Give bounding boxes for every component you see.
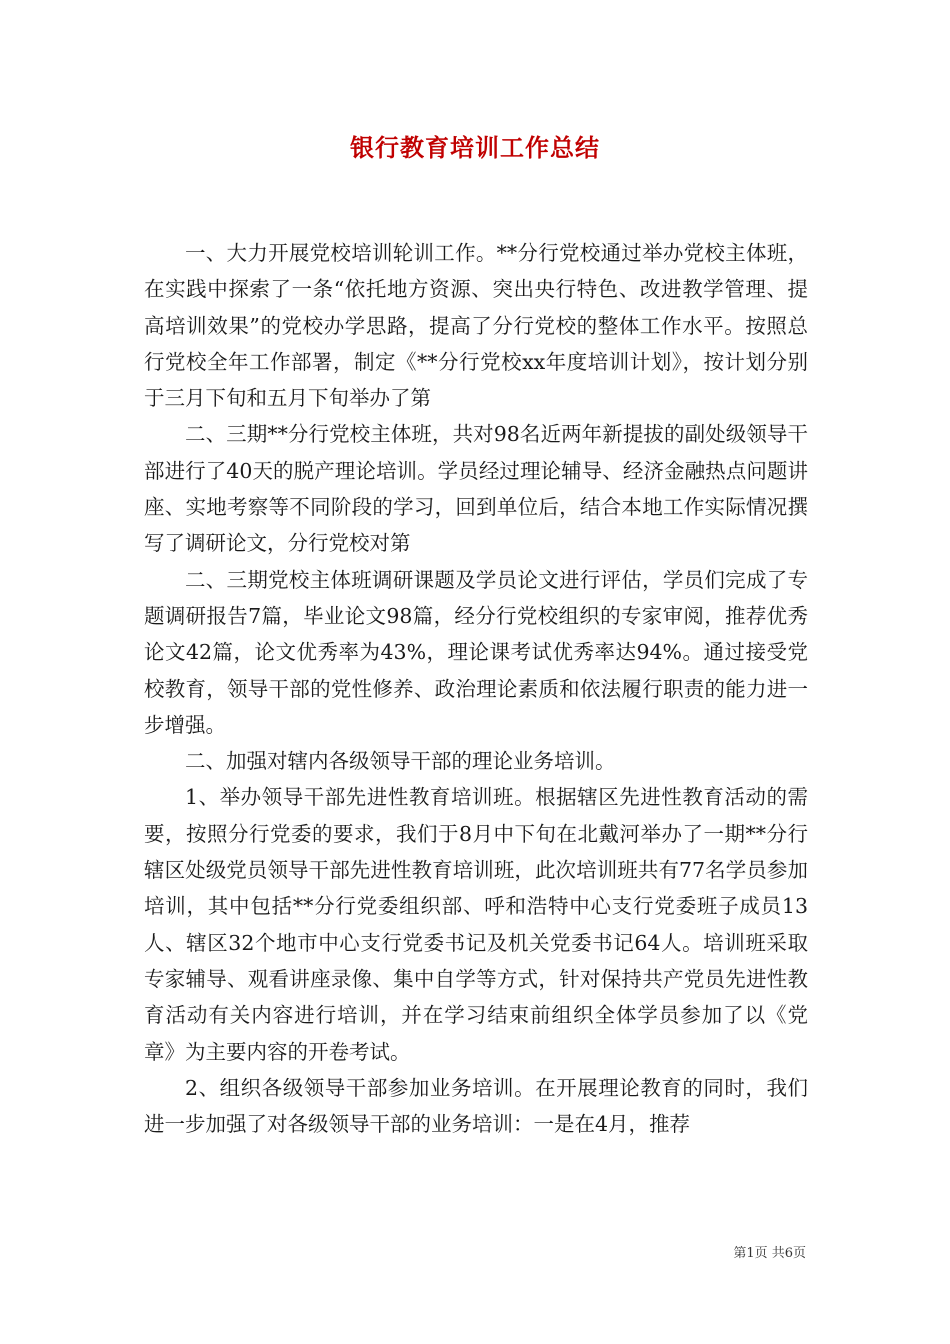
paragraph-2: 二、三期**分行党校主体班，共对98名近两年新提拔的副处级领导干部进行了40天的脱产理论培训。学员经过理论辅导、经济金融热点问题讲座、实地考察等不同阶段的学习，回到单位后，结合本地工作实际情况撰写了调研论文，分行党校对第 xyxy=(144,422,808,556)
paragraph-4: 二、加强对辖内各级领导干部的理论业务培训。 xyxy=(185,749,616,774)
paragraph-5: 1、举办领导干部先进性教育培训班。根据辖区先进性教育活动的需要，按照分行党委的要求，我们于8月中下旬在北戴河举办了一期**分行辖区处级党员领导干部先进性教育培训班，此次培训班共有77名学员参加培训，其中包括**分行党委组织部、呼和浩特中心支行党委班子成员13人、辖区32个地市中心支行党委书记及机关党委书记64人。培训班采取专家辅导、观看讲座录像、集中自学等方式，针对保持共产党员先进性教育活动有关内容进行培训，并在学习结束前组织全体学员参加了以《党章》为主要内容的开卷考试。 xyxy=(144,785,808,1064)
page-number: 第1页 共6页 xyxy=(733,1246,806,1261)
paragraph-6: 2、组织各级领导干部参加业务培训。在开展理论教育的同时，我们进一步加强了对各级领导干部的业务培训：一是在4月，推荐 xyxy=(144,1075,808,1137)
paragraph-1: 一、大力开展党校培训轮训工作。**分行党校通过举办党校主体班，在实践中探索了一条“依托地方资源、突出央行特色、改进教学管理、提高培训效果”的党校办学思路，提高了分行党校的整体工作水平。按照总行党校全年工作部署，制定《**分行党校xx年度培训计划》，按计划分别于三月下旬和五月下旬举办了第 xyxy=(144,241,808,411)
paragraph-3: 二、三期党校主体班调研课题及学员论文进行评估，学员们完成了专题调研报告7篇，毕业论文98篇，经分行党校组织的专家审阅，推荐优秀论文42篇，论文优秀率为43%，理论课考试优秀率达94%。通过接受党校教育，领导干部的党性修养、政治理论素质和依法履行职责的能力进一步增强。 xyxy=(144,567,808,737)
document-title: 银行教育培训工作总结 xyxy=(350,134,600,162)
document-body xyxy=(144,235,808,1142)
